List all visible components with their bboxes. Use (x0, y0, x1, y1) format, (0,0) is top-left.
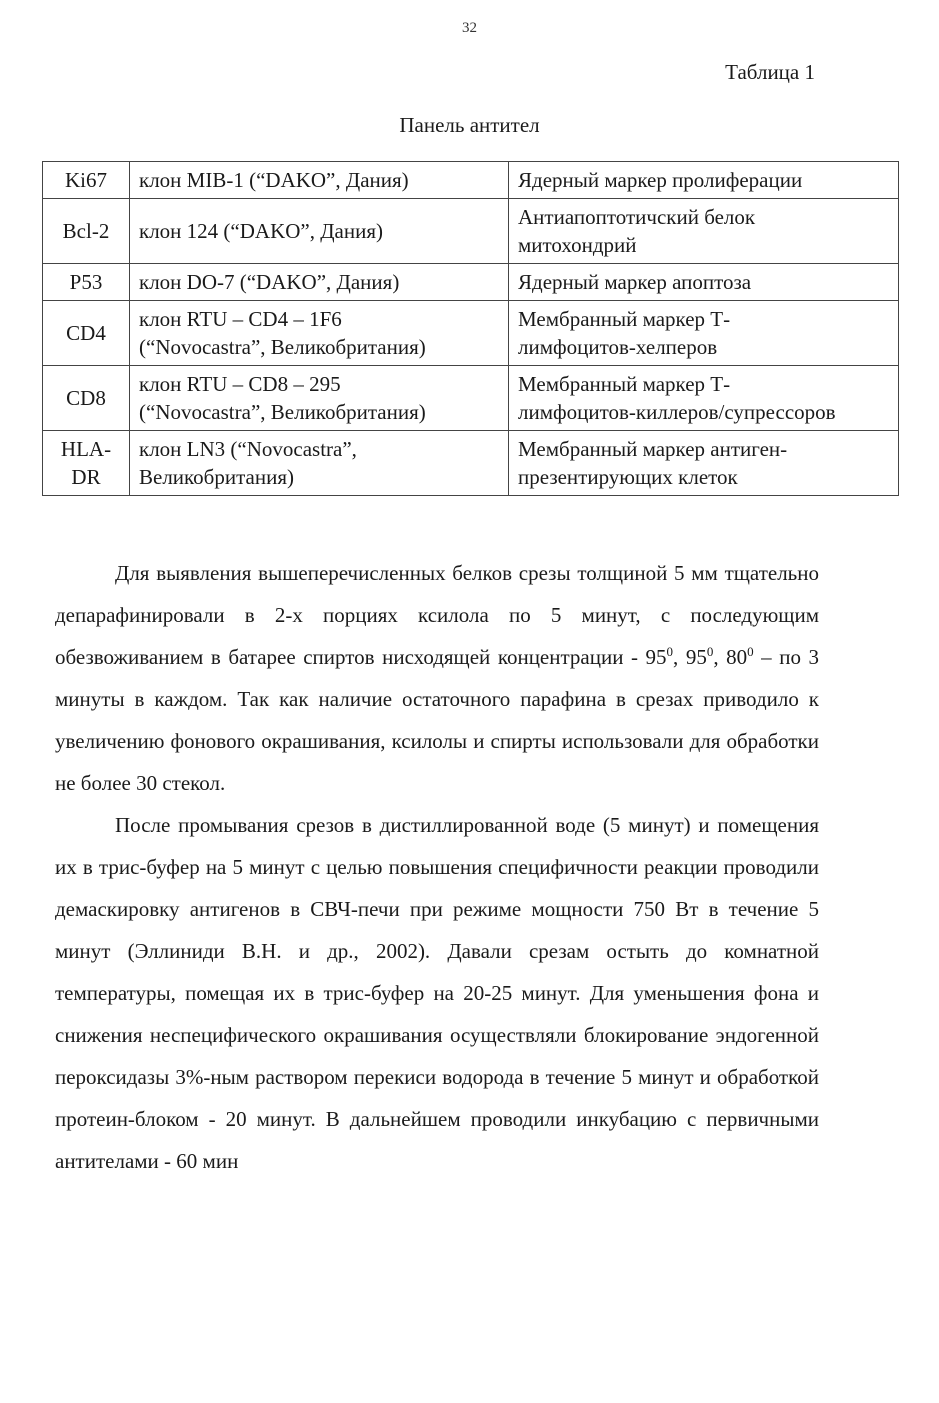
clone-cell-line: клон RTU – CD8 – 295 (139, 372, 341, 396)
clone-cell (130, 162, 509, 199)
description-cell (509, 162, 899, 199)
description-cell-line: лимфоцитов-киллеров/супрессоров (518, 400, 836, 424)
description-cell-line: Мембранный маркер Т- (518, 307, 731, 331)
paragraph-1-part-1: Для выявления вышеперечисленных белков срезы толщиной 5 мм тщательно депарафинировали в 2-х порциях ксилола по 5 минут, с последующим обезвоживанием в батарее спиртов нисходящей концентрации - 95 (55, 561, 819, 669)
clone-cell (130, 199, 509, 264)
clone-cell-line: клон RTU – CD4 – 1F6 (139, 307, 342, 331)
clone-cell (130, 366, 509, 431)
marker-cell-line: Bcl-2 (62, 219, 110, 243)
description-cell (509, 301, 899, 366)
clone-cell-line: клон MIB-1 (“DAKO”, Дания) (139, 168, 409, 192)
description-cell-line: лимфоцитов-хелперов (518, 335, 718, 359)
clone-cell (130, 264, 509, 301)
degree-superscript: 0 (666, 644, 674, 659)
description-cell-line: митохондрий (518, 233, 637, 257)
page-number: 32 (462, 20, 477, 36)
table-row (43, 162, 899, 199)
clone-cell-line: (“Novocastra”, Великобритания) (139, 335, 426, 359)
table-row (43, 199, 899, 264)
body-text (55, 552, 819, 1182)
description-cell-line: Ядерный маркер пролиферации (518, 168, 803, 192)
table-row (43, 264, 899, 301)
marker-cell-line: DR (71, 465, 101, 489)
degree-superscript: 0 (706, 644, 714, 659)
paragraph-1 (55, 552, 819, 804)
description-cell-line: Мембранный маркер Т- (518, 372, 731, 396)
marker-cell (43, 366, 130, 431)
description-cell-line: Ядерный маркер апоптоза (518, 270, 752, 294)
table-row (43, 301, 899, 366)
description-cell (509, 366, 899, 431)
description-cell (509, 199, 899, 264)
marker-cell (43, 301, 130, 366)
marker-cell (43, 431, 130, 496)
marker-cell (43, 264, 130, 301)
description-cell-line: Антиапоптотичский белок (518, 205, 756, 229)
clone-cell-line: клон DO-7 (“DAKO”, Дания) (139, 270, 400, 294)
marker-cell (43, 162, 130, 199)
paragraph-1-part-4: – по 3 минуты в каждом. Так как наличие остаточного парафина в срезах приводило к увеличению фонового окрашивания, ксилолы и спирты использовали для обработки не более 30 стекол. (55, 645, 820, 795)
clone-cell-line: Великобритания) (139, 465, 294, 489)
description-cell (509, 431, 899, 496)
antibody-panel-table (42, 161, 899, 496)
marker-cell-line: CD8 (66, 386, 106, 410)
description-cell (509, 264, 899, 301)
marker-cell (43, 199, 130, 264)
marker-cell-line: Ki67 (65, 168, 107, 192)
clone-cell-line: (“Novocastra”, Великобритания) (139, 400, 426, 424)
marker-cell-line: CD4 (66, 321, 106, 345)
degree-superscript: 0 (747, 644, 754, 659)
table-row (43, 431, 899, 496)
description-cell-line: Мембранный маркер антиген- (518, 437, 788, 461)
table-body (43, 162, 899, 496)
clone-cell (130, 301, 509, 366)
clone-cell (130, 431, 509, 496)
marker-cell-line: P53 (69, 270, 103, 294)
paragraph-1-part-3: , 80 (713, 645, 748, 669)
description-cell-line: презентирующих клеток (518, 465, 738, 489)
clone-cell-line: клон LN3 (“Novocastra”, (139, 437, 357, 461)
paragraph-1-part-2: , 95 (673, 645, 707, 669)
paragraph-2: После промывания срезов в дистиллированной воде (5 минут) и помещения их в трис-буфер на 5 минут с целью повышения специфичности реакции проводили демаскировку антигенов в СВЧ-печи при режиме мощности 750 Вт в течение 5 минут (Эллиниди В.Н. и др., 2002). Давали срезам остыть до комнатной температуры, помещая их в трис-буфер на 20-25 минут. Для уменьшения фона и снижения неспецифического окрашивания осуществляли блокирование эндогенной пероксидазы 3%-ным раствором перекиси водорода в течение 5 минут и обработкой протеин-блоком - 20 минут. В дальнейшем проводили инкубацию с первичными антителами - 60 мин (55, 813, 819, 1173)
table-row (43, 366, 899, 431)
marker-cell-line: HLA- (60, 437, 112, 461)
clone-cell-line: клон 124 (“DAKO”, Дания) (139, 219, 383, 243)
table-title: Панель антител (399, 113, 540, 137)
table-label: Таблица 1 (725, 60, 815, 84)
